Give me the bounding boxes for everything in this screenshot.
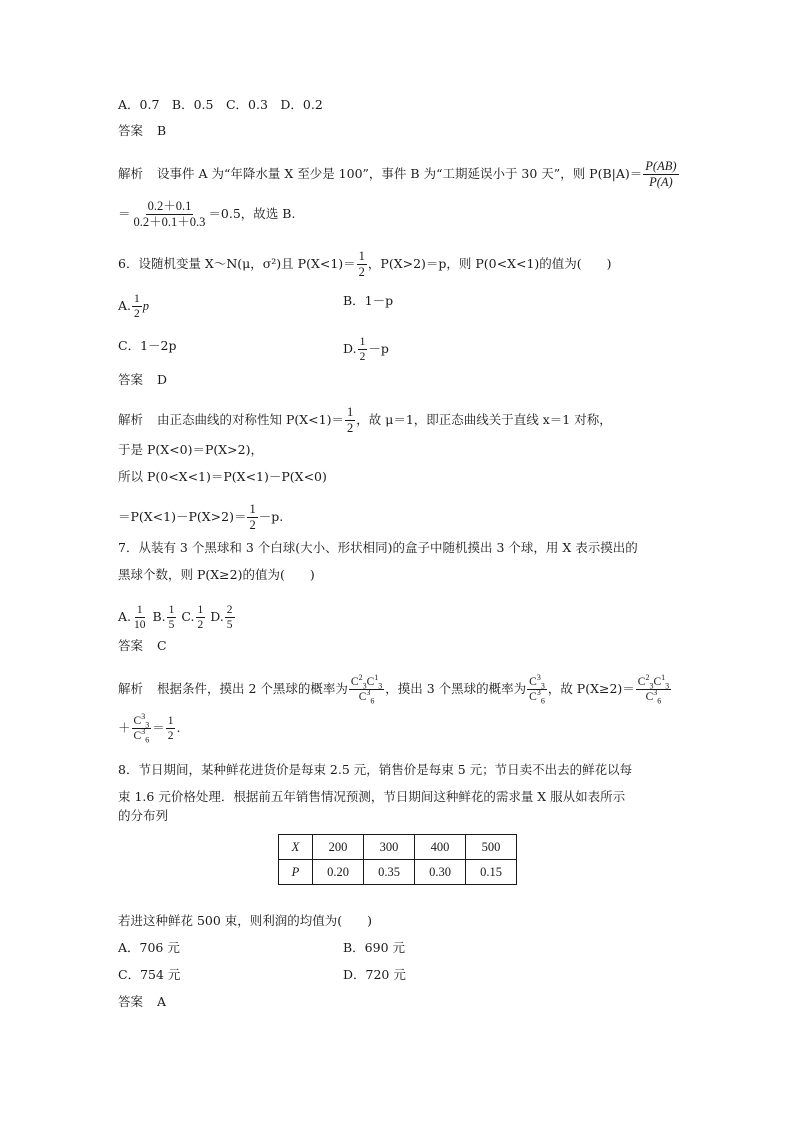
table-cell: 0.35 <box>364 860 415 885</box>
analysis-text: ，故 μ＝1，即正态曲线关于直线 x＝1 对称， <box>356 412 612 428</box>
q6-stem <box>118 250 612 279</box>
q7-analysis-line-1 <box>118 673 672 706</box>
table-cell: 500 <box>466 835 517 860</box>
q6-analysis-line-4 <box>118 503 283 532</box>
fraction-numerator: 1 <box>167 604 177 618</box>
analysis-text: 由正态曲线的对称性知 P(X<1)＝ <box>157 412 344 428</box>
q8-stem-line-2: 束 1.6 元价格处理．根据前五年销售情况预测，节日期间这种鲜花的需求量 X 服从如表所示 <box>118 789 626 804</box>
fraction-denominator: 5 <box>226 619 233 632</box>
table-row <box>279 860 517 885</box>
q6-option-d <box>343 336 389 363</box>
q6-option-c: C．1－2p <box>118 338 177 353</box>
q8-answer-line <box>118 994 166 1010</box>
fraction-numerator: 1 <box>358 336 368 350</box>
fraction-numerator: 1 <box>132 293 142 307</box>
fraction-numerator: $C^2_3C^1_3$ <box>350 673 383 691</box>
q8-question: 若进这种鲜花 500 束，则利润的均值为( ) <box>118 913 373 928</box>
half-fraction <box>132 293 142 320</box>
option-label: D. <box>343 341 357 357</box>
calc-fraction <box>132 200 208 229</box>
option-label: B. <box>152 609 166 625</box>
analysis-label: 解析 <box>118 412 144 428</box>
fraction-denominator: 5 <box>168 619 175 632</box>
q6-option-a <box>118 293 149 320</box>
q6-analysis-line-2: 于是 P(X<0)＝P(X>2)， <box>118 442 263 457</box>
fraction-denominator: $C^3_6$ <box>133 727 150 745</box>
q5-options: A．0.7 B．0.5 C．0.3 D．0.2 <box>118 97 323 112</box>
analysis-text: ，故 P(X≥2)＝ <box>547 681 635 697</box>
fraction-numerator: 1 <box>196 604 206 618</box>
table-cell: 0.15 <box>466 860 517 885</box>
equals-sign: ＝ <box>152 720 165 736</box>
fraction-denominator: 0.2＋0.1＋0.3 <box>133 215 206 230</box>
option-text: －p <box>368 341 389 357</box>
table-cell: 400 <box>415 835 466 860</box>
q7-analysis-line-2 <box>118 712 181 745</box>
fraction-denominator: 2 <box>359 351 366 364</box>
table-cell: 200 <box>313 835 364 860</box>
analysis-text: ，摸出 3 个黑球的概率为 <box>385 681 527 697</box>
q6-answer-line <box>118 372 167 388</box>
answer-value: D <box>157 372 168 387</box>
result-fraction <box>166 715 176 742</box>
answer-value: A <box>157 994 167 1009</box>
half-fraction <box>247 503 257 532</box>
fraction-numerator: 1 <box>166 715 176 729</box>
fraction-denominator: 2 <box>167 730 174 743</box>
table-cell: 0.20 <box>313 860 364 885</box>
option-c-fraction <box>196 604 206 631</box>
option-text: p <box>142 299 150 314</box>
two-black-probability <box>349 673 384 706</box>
q8-option-b: B．690 元 <box>343 940 406 955</box>
q6-option-b: B．1－p <box>343 293 394 308</box>
fraction-denominator: 2 <box>197 619 204 632</box>
analysis-label: 解析 <box>118 681 144 697</box>
q7-options <box>118 604 236 631</box>
analysis-label: 解析 <box>118 166 144 182</box>
answer-label: 答案 <box>118 123 144 138</box>
table-cell: 300 <box>364 835 415 860</box>
fraction-numerator: 1 <box>135 604 145 618</box>
table-row <box>279 835 517 860</box>
fraction-denominator: 2 <box>358 265 365 280</box>
analysis-text: 根据条件，摸出 2 个黑球的概率为 <box>157 681 348 697</box>
calc-result: ＝0.5，故选 B. <box>208 206 296 222</box>
q5-analysis-line-1 <box>118 160 680 189</box>
q6-analysis-line-1 <box>118 406 612 435</box>
conditional-fraction <box>643 160 678 189</box>
q7-stem-line-2: 黑球个数，则 P(X≥2)的值为( ) <box>118 567 315 582</box>
analysis-text: －p. <box>258 509 284 525</box>
fraction-denominator: $C^3_6$ <box>645 688 662 706</box>
period: . <box>176 720 181 736</box>
fraction-numerator: 2 <box>225 604 235 618</box>
answer-value: C <box>157 638 167 653</box>
option-a-fraction <box>132 604 148 631</box>
table-cell: 0.30 <box>415 860 466 885</box>
fraction-denominator: 10 <box>134 619 146 632</box>
fraction-numerator: 1 <box>247 503 257 518</box>
fraction-numerator: 1 <box>345 406 355 421</box>
q8-option-c: C．754 元 <box>118 967 181 982</box>
answer-label: 答案 <box>118 638 144 653</box>
answer-value: B <box>157 123 167 138</box>
option-d-fraction <box>225 604 235 631</box>
three-black-probability <box>132 712 152 745</box>
fraction-numerator: 0.2＋0.1 <box>146 200 194 215</box>
half-fraction <box>358 336 368 363</box>
two-black-probability <box>636 673 671 706</box>
q5-answer-line <box>118 123 166 139</box>
q5-analysis-line-2 <box>118 200 295 229</box>
q8-stem-line-3: 的分布列 <box>118 808 169 823</box>
fraction-denominator: 2 <box>249 518 256 533</box>
stem-text: ，P(X>2)＝p，则 P(0<X<1)的值为( ) <box>367 256 612 272</box>
q8-option-a: A．706 元 <box>118 940 180 955</box>
q6-analysis-line-3: 所以 P(0<X<1)＝P(X<1)－P(X<0) <box>118 469 327 484</box>
option-label: D. <box>210 609 224 625</box>
fraction-numerator: $C^3_3$ <box>529 673 545 691</box>
fraction-denominator: 2 <box>134 308 140 321</box>
option-label: A. <box>118 298 132 314</box>
three-black-probability <box>527 673 547 706</box>
q8-option-d: D．720 元 <box>343 967 406 982</box>
half-fraction <box>345 406 355 435</box>
q8-stem-line-1: 8．节日期间，某种鲜花进货价是每束 2.5 元，销售价是每束 5 元；节日卖不出去的鲜花以每 <box>118 762 633 777</box>
option-label: A. <box>118 609 132 625</box>
answer-label: 答案 <box>118 994 144 1009</box>
fraction-denominator: 2 <box>346 421 354 436</box>
half-fraction <box>357 250 367 279</box>
stem-text: 6．设随机变量 X～N(μ，σ²)且 P(X<1)＝ <box>118 256 356 272</box>
fraction-denominator: $C^3_6$ <box>529 688 545 706</box>
row-header-x: X <box>279 835 313 860</box>
answer-label: 答案 <box>118 372 144 387</box>
fraction-numerator: $C^2_3C^1_3$ <box>637 673 670 691</box>
equals-sign: ＝ <box>118 206 131 222</box>
option-label: C. <box>181 609 195 625</box>
fraction-denominator: P(A) <box>649 175 673 190</box>
fraction-denominator: $C^3_6$ <box>358 688 375 706</box>
q7-stem-line-1: 7．从装有 3 个黑球和 3 个白球(大小、形状相同)的盒子中随机摸出 3 个球，用 X 表示摸出的 <box>118 540 638 555</box>
q7-answer-line <box>118 638 167 654</box>
option-b-fraction <box>167 604 177 631</box>
fraction-numerator: P(AB) <box>643 160 678 175</box>
plus-sign: ＋ <box>118 720 131 736</box>
fraction-numerator: 1 <box>357 250 367 265</box>
fraction-numerator: $C^3_3$ <box>133 712 150 730</box>
row-header-p: P <box>279 860 313 885</box>
distribution-table <box>278 834 517 885</box>
analysis-text: 设事件 A 为“年降水量 X 至少是 100”，事件 B 为“工期延误小于 30 天”，则 P(B|A)＝ <box>157 166 643 182</box>
analysis-text: ＝P(X<1)－P(X>2)＝ <box>118 509 247 525</box>
